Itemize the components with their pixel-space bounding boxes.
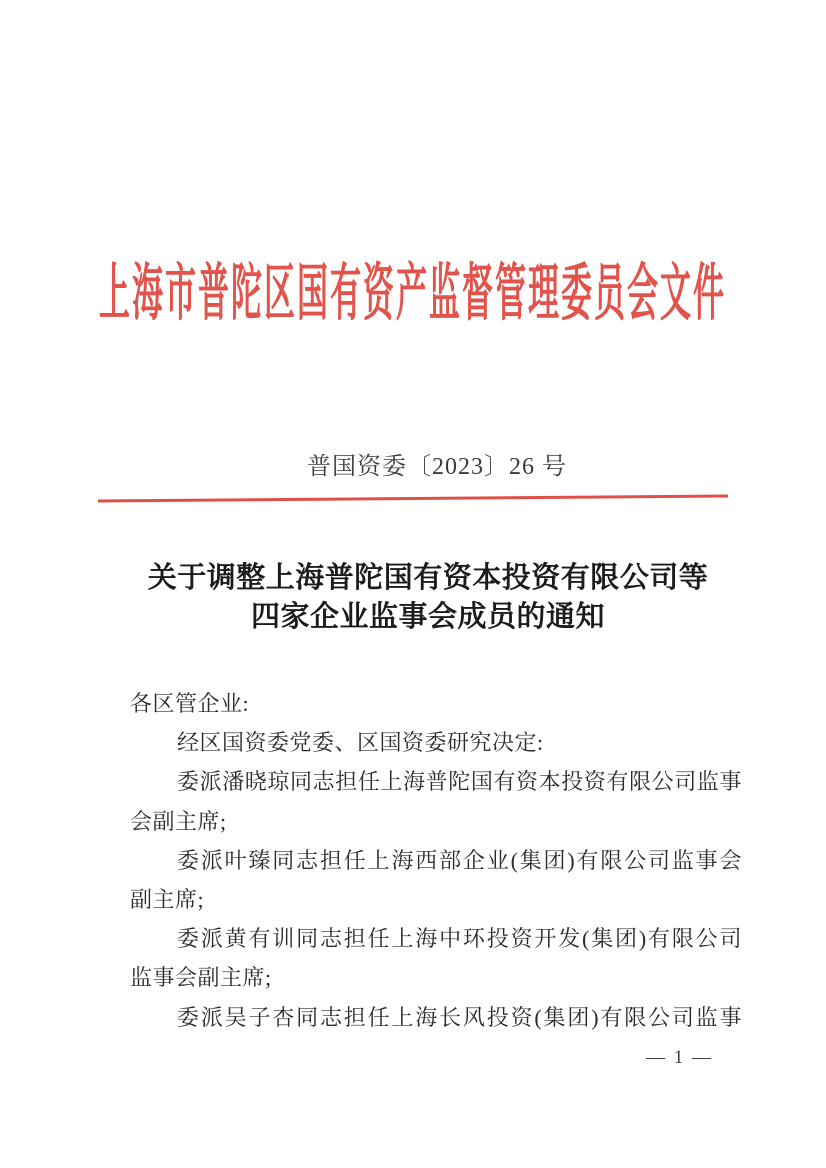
body-line: 副主席;	[130, 886, 205, 912]
body-line: 监事会副主席;	[130, 965, 272, 991]
document-title-line2: 四家企业监事会成员的通知	[250, 601, 605, 633]
body-line-salutation: 各区管企业:	[130, 691, 250, 716]
body-line: 经区国资委党委、区国资委研究决定:	[177, 730, 544, 756]
body-line: 委派叶臻同志担任上海西部企业(集团)有限公司监事会	[177, 847, 742, 873]
page-number: — 1 —	[646, 1047, 713, 1068]
body-line: 会副主席;	[130, 808, 227, 834]
document-title-line1: 关于调整上海普陀国有资本投资有限公司等	[147, 562, 709, 594]
body-line: 委派黄有训同志担任上海中环投资开发(集团)有限公司	[177, 926, 742, 952]
document-title	[15, 559, 826, 637]
document-body	[130, 684, 742, 1037]
body-line: 委派吴子杏同志担任上海长风投资(集团)有限公司监事	[177, 1004, 742, 1030]
body-line: 委派潘晓琼同志担任上海普陀国有资本投资有限公司监事	[177, 769, 742, 795]
red-separator-line	[98, 495, 728, 502]
document-reference-number: 普国资委〔2023〕26 号	[307, 454, 567, 480]
letterhead-title: 上海市普陀区国有资产监督管理委员会文件	[99, 260, 727, 328]
